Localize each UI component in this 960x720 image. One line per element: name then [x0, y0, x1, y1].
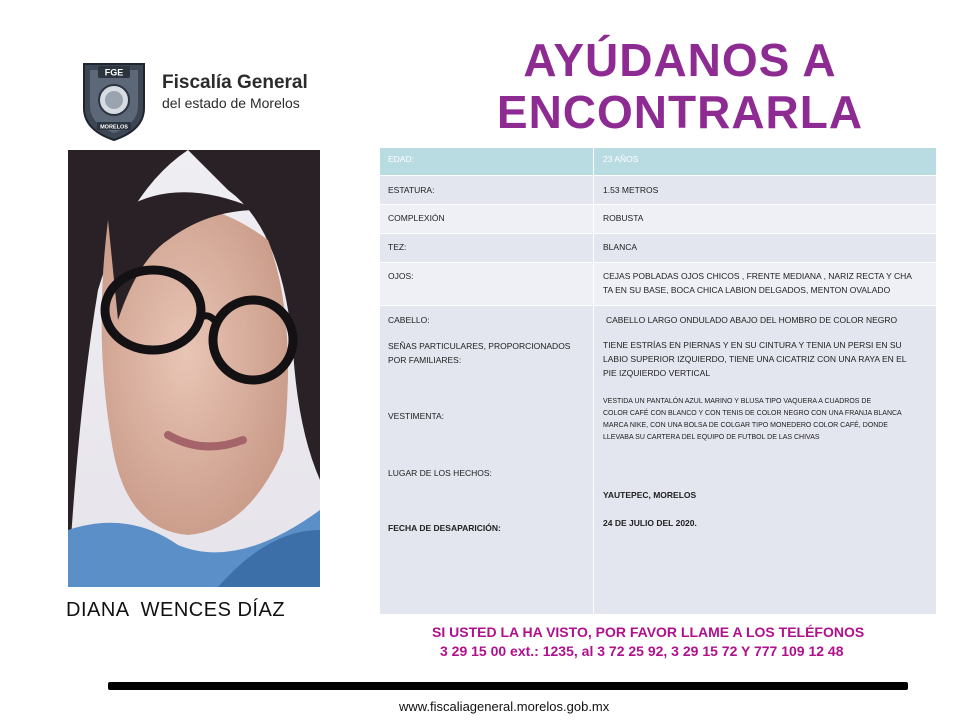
contact-phones: 3 29 15 00 ext.: 1235, al 3 72 25 92, 3 29 15 72 Y 777 109 12 48	[440, 643, 844, 659]
details-table	[380, 148, 936, 614]
eyes-value-line-2: TA EN SU BASE, BOCA CHICA LABION DELGADOS, MENTON OVALADO	[603, 285, 891, 295]
row-description	[380, 306, 936, 614]
svg-text:MORELOS: MORELOS	[100, 124, 128, 131]
row-skin	[380, 234, 936, 263]
headline-line-1: AYÚDANOS A	[523, 34, 837, 86]
shield-badge-icon	[80, 58, 148, 142]
missing-person-photo	[68, 150, 320, 587]
description-values	[593, 306, 936, 614]
hair-value: CABELLO LARGO ONDULADO ABAJO DEL HOMBRO DE COLOR NEGRO	[606, 315, 898, 325]
clothing-value-line-3: MARCA NIKE, CON UNA BOLSA DE COLGAR TIPO MONEDERO COLOR CAFÉ, DONDE	[603, 422, 888, 429]
row-age	[380, 148, 936, 176]
marks-label-line-1: SEÑAS PARTICULARES, PROPORCIONADOS	[388, 341, 571, 351]
build-value: ROBUSTA	[593, 205, 936, 233]
description-labels	[380, 306, 593, 614]
skin-value: BLANCA	[593, 234, 936, 262]
clothing-value-line-1: VESTIDA UN PANTALÓN AZUL MARINO Y BLUSA TIPO VAQUERA A CUADROS DE	[603, 398, 872, 405]
row-height	[380, 176, 936, 205]
age-value: 23 AÑOS	[593, 148, 936, 175]
marks-label	[388, 339, 570, 367]
date-value: 24 DE JULIO DEL 2020.	[603, 518, 697, 528]
skin-label: TEZ:	[388, 242, 407, 252]
org-subtitle: del estado de Morelos	[162, 95, 300, 111]
portrait-image	[68, 150, 320, 587]
clothing-label: VESTIMENTA:	[388, 411, 445, 421]
marks-value-line-3: PIE IZQUIERDO VERTICAL	[603, 368, 711, 378]
contact-prompt: SI USTED LA HA VISTO, POR FAVOR LLAME A LOS TELÉFONOS	[432, 624, 865, 640]
clothing-value-line-2: COLOR CAFÉ CON BLANCO Y CON TENIS DE COLOR NEGRO CON UNA FRANJA BLANCA	[603, 410, 902, 417]
row-build	[380, 205, 936, 234]
headline-line-2: ENCONTRARLA	[496, 86, 864, 138]
hair-label: CABELLO:	[388, 315, 430, 325]
marks-value	[603, 338, 907, 380]
build-label: COMPLEXIÓN	[388, 213, 445, 223]
place-label: LUGAR DE LOS HECHOS:	[388, 468, 492, 478]
marks-value-line-2: LABIO SUPERIOR IZQUIERDO, TIENE UNA CICATRIZ CON UNA RAYA EN EL	[603, 354, 907, 364]
person-name: DIANA WENCES DÍAZ	[66, 599, 286, 621]
eyes-value-line-1: CEJAS POBLADAS OJOS CHICOS , FRENTE MEDIANA , NARIZ RECTA Y CHA	[603, 271, 912, 281]
age-label: EDAD:	[388, 154, 414, 164]
svg-text:FGE: FGE	[104, 67, 124, 78]
marks-value-line-1: TIENE ESTRÍAS EN PIERNAS Y EN SU CINTURA Y TENIA UN PERSI EN SU	[603, 340, 902, 350]
agency-logo	[80, 58, 330, 142]
clothing-value	[603, 396, 902, 444]
footer-divider	[108, 682, 908, 690]
org-title: Fiscalía General	[162, 72, 308, 93]
footer-url[interactable]: www.fiscaliageneral.morelos.gob.mx	[399, 699, 610, 714]
place-value: YAUTEPEC, MORELOS	[603, 490, 697, 500]
clothing-value-line-4: LLEVABA SU CARTERA DEL EQUIPO DE FUTBOL DE LAS CHIVAS	[603, 434, 820, 441]
row-eyes	[380, 263, 936, 306]
height-label: ESTATURA:	[388, 185, 435, 195]
date-label: FECHA DE DESAPARICIÓN:	[388, 523, 501, 533]
eyes-label: OJOS:	[388, 271, 414, 281]
marks-label-line-2: POR FAMILIARES:	[388, 355, 462, 365]
eyes-value	[593, 263, 936, 305]
height-value: 1.53 METROS	[593, 176, 936, 204]
headline	[470, 34, 890, 138]
